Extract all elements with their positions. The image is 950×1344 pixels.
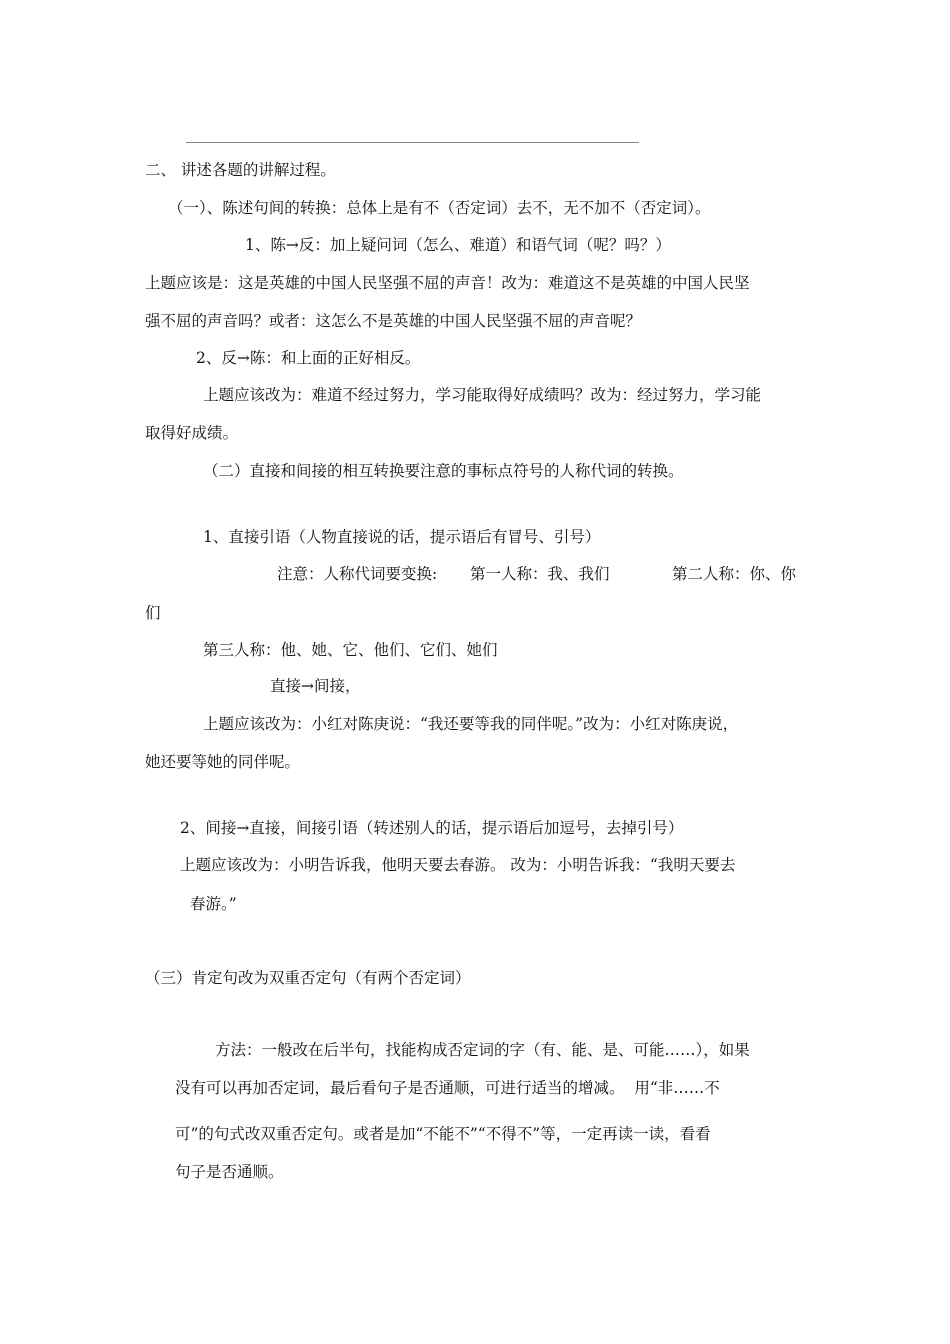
part2-note-continuation: 们 — [145, 604, 161, 622]
part1-example1-line2: 强不屈的声音吗？或者：这怎么不是英雄的中国人民坚强不屈的声音呢？ — [145, 312, 642, 330]
part2-example2-line2: 春游。” — [190, 895, 237, 913]
part3-heading: （三）肯定句改为双重否定句（有两个否定词） — [145, 969, 471, 987]
part3-method-line3: 可”的句式改双重否定句。或者是加“不能不”“不得不”等，一定再读一读，看看 — [175, 1125, 711, 1143]
part2-item2: 2、间接→直接，间接引语（转述别人的话，提示语后加逗号，去掉引号） — [180, 819, 684, 837]
part1-example2-line1: 上题应该改为：难道不经过努力，学习能取得好成绩吗？改为：经过努力，学习能 — [203, 386, 762, 404]
part1-example1-line1: 上题应该是：这是英雄的中国人民坚强不屈的声音！改为：难道这不是英雄的中国人民坚 — [145, 274, 750, 292]
part1-item2: 2、反→陈：和上面的正好相反。 — [196, 349, 421, 367]
part1-heading: （一）、陈述句间的转换：总体上是有不（否定词）去不，无不加不（否定词）。 — [168, 199, 711, 217]
part1-example2-line2: 取得好成绩。 — [145, 424, 239, 442]
horizontal-rule — [186, 142, 639, 143]
part3-method-line4: 句子是否通顺。 — [175, 1163, 284, 1181]
part2-note-a: 注意：人称代词要变换: — [277, 565, 438, 583]
part2-third-person: 第三人称：他、她、它、他们、它们、她们 — [203, 641, 498, 659]
part2-heading: （二）直接和间接的相互转换要注意的事标点符号的人称代词的转换。 — [203, 462, 684, 480]
part1-item1: 1、陈→反：加上疑问词（怎么、难道）和语气词（呢？吗？） — [245, 236, 671, 254]
section-two-heading: 二、 讲述各题的讲解过程。 — [145, 161, 336, 179]
part2-direct-to-indirect: 直接→间接， — [270, 677, 361, 695]
part2-example2-line1: 上题应该改为：小明告诉我，他明天要去春游。 改为：小明告诉我：“我明天要去 — [180, 856, 736, 874]
part2-item1: 1、直接引语（人物直接说的话，提示语后有冒号、引号） — [203, 528, 601, 546]
part2-example1-line1: 上题应该改为：小红对陈庚说：“我还要等我的同伴呢。”改为：小红对陈庚说， — [203, 715, 739, 733]
part2-note-b: 第一人称：我、我们 — [470, 565, 610, 583]
part3-method-line1: 方法：一般改在后半句，找能构成否定词的字（有、能、是、可能……），如果 — [215, 1041, 750, 1059]
part2-note-c: 第二人称：你、你 — [672, 565, 797, 583]
part3-method-line2: 没有可以再加否定词，最后看句子是否通顺，可进行适当的增减。 用“非……不 — [175, 1079, 720, 1097]
part2-example1-line2: 她还要等她的同伴呢。 — [145, 753, 301, 771]
